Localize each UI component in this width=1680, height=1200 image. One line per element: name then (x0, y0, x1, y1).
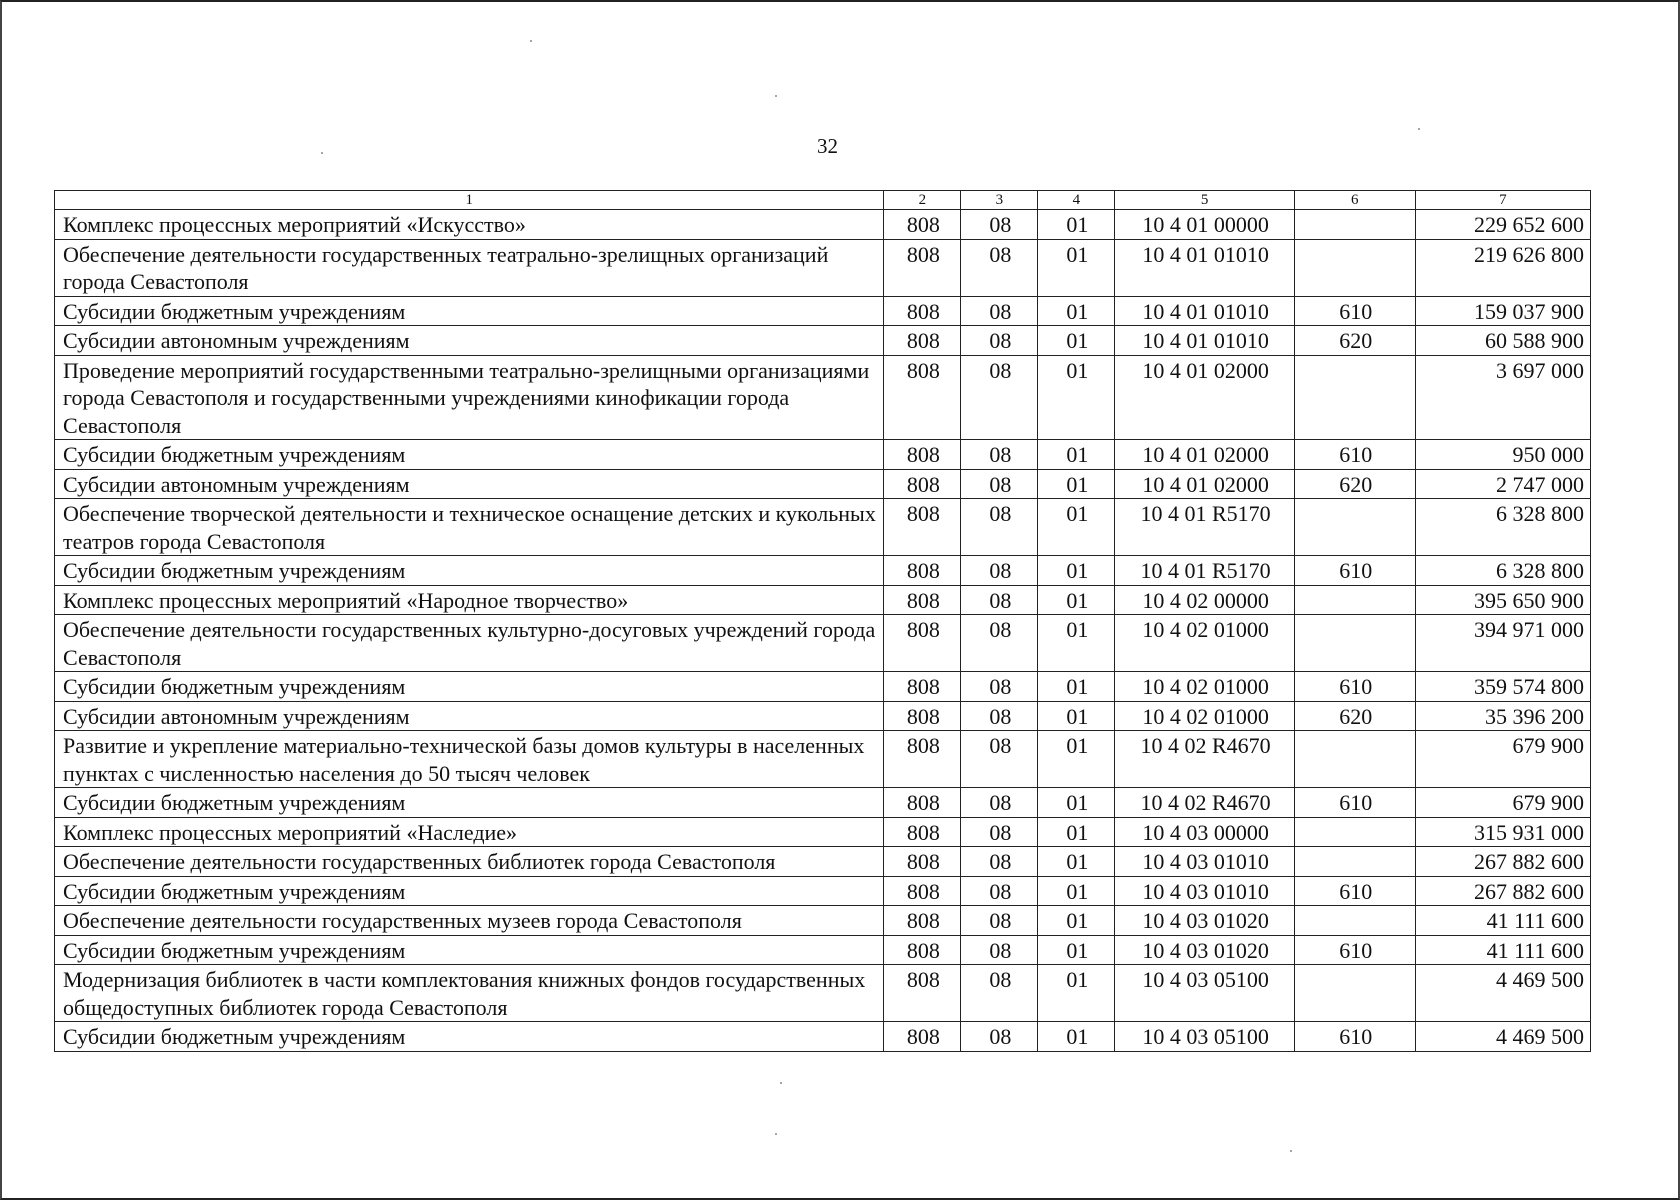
cell-col-3: 08 (961, 701, 1038, 731)
scan-speck (530, 40, 532, 42)
cell-col-3: 08 (961, 239, 1038, 296)
cell-col-2: 808 (884, 326, 961, 356)
cell-col-4: 01 (1038, 701, 1115, 731)
header-col-1: 1 (55, 191, 884, 210)
cell-name: Субсидии бюджетным учреждениям (55, 788, 884, 818)
cell-col-6 (1294, 847, 1415, 877)
cell-amount: 950 000 (1415, 440, 1590, 470)
cell-col-5: 10 4 02 01000 (1115, 701, 1295, 731)
cell-amount: 4 469 500 (1415, 1022, 1590, 1052)
scan-speck (1418, 128, 1420, 130)
cell-col-3: 08 (961, 355, 1038, 440)
cell-col-6 (1294, 817, 1415, 847)
table-row (55, 585, 1591, 615)
table-row (55, 1022, 1591, 1052)
cell-col-4: 01 (1038, 326, 1115, 356)
cell-col-5: 10 4 03 01010 (1115, 876, 1295, 906)
table-row (55, 355, 1591, 440)
cell-col-4: 01 (1038, 847, 1115, 877)
cell-col-3: 08 (961, 210, 1038, 240)
cell-col-6 (1294, 239, 1415, 296)
cell-col-2: 808 (884, 296, 961, 326)
cell-col-3: 08 (961, 296, 1038, 326)
cell-name: Развитие и укрепление материально-технической базы домов культуры в населенных пунктах с численностью населения до 50 тысяч человек (55, 731, 884, 788)
cell-col-3: 08 (961, 788, 1038, 818)
cell-col-2: 808 (884, 788, 961, 818)
cell-col-5: 10 4 01 00000 (1115, 210, 1295, 240)
cell-name: Субсидии автономным учреждениям (55, 326, 884, 356)
cell-amount: 267 882 600 (1415, 876, 1590, 906)
cell-col-4: 01 (1038, 556, 1115, 586)
cell-col-5: 10 4 03 01020 (1115, 906, 1295, 936)
table-row (55, 906, 1591, 936)
cell-col-3: 08 (961, 1022, 1038, 1052)
cell-col-2: 808 (884, 355, 961, 440)
cell-col-5: 10 4 01 01010 (1115, 296, 1295, 326)
cell-col-2: 808 (884, 210, 961, 240)
cell-name: Субсидии автономным учреждениям (55, 701, 884, 731)
cell-col-3: 08 (961, 469, 1038, 499)
table-row (55, 440, 1591, 470)
table-row (55, 499, 1591, 556)
cell-col-5: 10 4 02 R4670 (1115, 731, 1295, 788)
cell-name: Обеспечение творческой деятельности и техническое оснащение детских и кукольных театров города Севастополя (55, 499, 884, 556)
cell-amount: 35 396 200 (1415, 701, 1590, 731)
cell-col-6 (1294, 731, 1415, 788)
cell-amount: 6 328 800 (1415, 499, 1590, 556)
table-row (55, 672, 1591, 702)
cell-col-6 (1294, 355, 1415, 440)
cell-col-4: 01 (1038, 585, 1115, 615)
cell-col-6: 610 (1294, 440, 1415, 470)
cell-col-2: 808 (884, 876, 961, 906)
cell-col-5: 10 4 03 05100 (1115, 1022, 1295, 1052)
header-col-3: 3 (961, 191, 1038, 210)
table-row (55, 296, 1591, 326)
cell-amount: 159 037 900 (1415, 296, 1590, 326)
cell-col-2: 808 (884, 935, 961, 965)
table-header (55, 191, 1591, 210)
header-col-5: 5 (1115, 191, 1295, 210)
cell-col-6: 620 (1294, 326, 1415, 356)
cell-col-6: 610 (1294, 556, 1415, 586)
cell-col-4: 01 (1038, 469, 1115, 499)
table-row (55, 615, 1591, 672)
table-row (55, 847, 1591, 877)
table-row (55, 935, 1591, 965)
cell-name: Субсидии бюджетным учреждениям (55, 296, 884, 326)
cell-col-3: 08 (961, 817, 1038, 847)
cell-col-6 (1294, 210, 1415, 240)
cell-col-4: 01 (1038, 355, 1115, 440)
cell-amount: 2 747 000 (1415, 469, 1590, 499)
cell-col-5: 10 4 01 R5170 (1115, 556, 1295, 586)
cell-col-5: 10 4 01 01010 (1115, 326, 1295, 356)
cell-col-3: 08 (961, 906, 1038, 936)
cell-col-2: 808 (884, 469, 961, 499)
cell-col-2: 808 (884, 701, 961, 731)
cell-amount: 359 574 800 (1415, 672, 1590, 702)
cell-col-2: 808 (884, 239, 961, 296)
cell-col-5: 10 4 01 02000 (1115, 440, 1295, 470)
cell-amount: 3 697 000 (1415, 355, 1590, 440)
cell-col-2: 808 (884, 615, 961, 672)
cell-name: Комплекс процессных мероприятий «Народное творчество» (55, 585, 884, 615)
cell-name: Субсидии бюджетным учреждениям (55, 876, 884, 906)
scan-speck (775, 95, 777, 97)
cell-amount: 6 328 800 (1415, 556, 1590, 586)
cell-col-6: 620 (1294, 469, 1415, 499)
table-row (55, 210, 1591, 240)
cell-col-4: 01 (1038, 210, 1115, 240)
table-row (55, 469, 1591, 499)
cell-col-5: 10 4 01 R5170 (1115, 499, 1295, 556)
cell-col-5: 10 4 03 00000 (1115, 817, 1295, 847)
cell-col-5: 10 4 02 00000 (1115, 585, 1295, 615)
cell-col-5: 10 4 02 R4670 (1115, 788, 1295, 818)
cell-col-4: 01 (1038, 615, 1115, 672)
cell-amount: 395 650 900 (1415, 585, 1590, 615)
scan-speck (780, 1082, 782, 1084)
cell-col-3: 08 (961, 935, 1038, 965)
cell-col-3: 08 (961, 326, 1038, 356)
cell-col-6: 610 (1294, 672, 1415, 702)
cell-col-5: 10 4 01 02000 (1115, 355, 1295, 440)
header-col-6: 6 (1294, 191, 1415, 210)
cell-col-6 (1294, 965, 1415, 1022)
table-row (55, 817, 1591, 847)
table-row (55, 701, 1591, 731)
table-row (55, 731, 1591, 788)
cell-amount: 315 931 000 (1415, 817, 1590, 847)
cell-name: Модернизация библиотек в части комплектования книжных фондов государственных общедоступных библиотек города Севастополя (55, 965, 884, 1022)
cell-col-2: 808 (884, 585, 961, 615)
table-row (55, 788, 1591, 818)
cell-name: Обеспечение деятельности государственных музеев города Севастополя (55, 906, 884, 936)
table-row (55, 326, 1591, 356)
cell-col-4: 01 (1038, 817, 1115, 847)
cell-col-2: 808 (884, 556, 961, 586)
cell-col-4: 01 (1038, 1022, 1115, 1052)
cell-amount: 267 882 600 (1415, 847, 1590, 877)
cell-col-4: 01 (1038, 906, 1115, 936)
cell-col-3: 08 (961, 876, 1038, 906)
cell-col-5: 10 4 02 01000 (1115, 615, 1295, 672)
table-row (55, 556, 1591, 586)
cell-col-6 (1294, 615, 1415, 672)
cell-col-5: 10 4 01 02000 (1115, 469, 1295, 499)
cell-amount: 219 626 800 (1415, 239, 1590, 296)
cell-col-2: 808 (884, 847, 961, 877)
cell-col-4: 01 (1038, 731, 1115, 788)
cell-amount: 679 900 (1415, 788, 1590, 818)
cell-name: Субсидии бюджетным учреждениям (55, 556, 884, 586)
cell-col-4: 01 (1038, 876, 1115, 906)
cell-amount: 679 900 (1415, 731, 1590, 788)
cell-name: Субсидии автономным учреждениям (55, 469, 884, 499)
cell-col-5: 10 4 01 01010 (1115, 239, 1295, 296)
cell-amount: 394 971 000 (1415, 615, 1590, 672)
cell-col-3: 08 (961, 965, 1038, 1022)
cell-name: Обеспечение деятельности государственных библиотек города Севастополя (55, 847, 884, 877)
cell-col-5: 10 4 03 05100 (1115, 965, 1295, 1022)
cell-col-3: 08 (961, 556, 1038, 586)
cell-col-2: 808 (884, 817, 961, 847)
cell-col-6 (1294, 585, 1415, 615)
header-col-7: 7 (1415, 191, 1590, 210)
cell-col-3: 08 (961, 585, 1038, 615)
cell-col-3: 08 (961, 847, 1038, 877)
cell-name: Субсидии бюджетным учреждениям (55, 935, 884, 965)
scan-speck (1290, 1150, 1292, 1152)
cell-col-4: 01 (1038, 935, 1115, 965)
table-body (55, 210, 1591, 1052)
cell-col-6 (1294, 906, 1415, 936)
cell-col-5: 10 4 03 01020 (1115, 935, 1295, 965)
cell-col-6: 610 (1294, 788, 1415, 818)
cell-name: Комплекс процессных мероприятий «Искусство» (55, 210, 884, 240)
cell-col-4: 01 (1038, 965, 1115, 1022)
cell-amount: 4 469 500 (1415, 965, 1590, 1022)
cell-col-2: 808 (884, 499, 961, 556)
cell-col-6: 610 (1294, 296, 1415, 326)
cell-name: Проведение мероприятий государственными театрально-зрелищными организациями города Севастополя и государственными учреждениями кинофикации города Севастополя (55, 355, 884, 440)
cell-col-6: 620 (1294, 701, 1415, 731)
cell-col-5: 10 4 03 01010 (1115, 847, 1295, 877)
cell-name: Обеспечение деятельности государственных театрально-зрелищных организаций города Севастополя (55, 239, 884, 296)
header-col-2: 2 (884, 191, 961, 210)
scan-speck (775, 1133, 777, 1135)
cell-amount: 41 111 600 (1415, 906, 1590, 936)
cell-name: Субсидии бюджетным учреждениям (55, 1022, 884, 1052)
cell-name: Комплекс процессных мероприятий «Наследие» (55, 817, 884, 847)
cell-col-3: 08 (961, 672, 1038, 702)
cell-name: Субсидии бюджетным учреждениям (55, 440, 884, 470)
scan-speck (321, 152, 323, 154)
cell-col-6: 610 (1294, 1022, 1415, 1052)
cell-col-3: 08 (961, 615, 1038, 672)
cell-col-2: 808 (884, 906, 961, 936)
header-col-4: 4 (1038, 191, 1115, 210)
cell-col-2: 808 (884, 440, 961, 470)
cell-name: Субсидии бюджетным учреждениям (55, 672, 884, 702)
cell-col-6: 610 (1294, 876, 1415, 906)
cell-col-3: 08 (961, 499, 1038, 556)
cell-col-3: 08 (961, 731, 1038, 788)
cell-col-2: 808 (884, 731, 961, 788)
cell-col-4: 01 (1038, 296, 1115, 326)
table-row (55, 239, 1591, 296)
cell-amount: 41 111 600 (1415, 935, 1590, 965)
cell-name: Обеспечение деятельности государственных культурно-досуговых учреждений города Севастополя (55, 615, 884, 672)
cell-col-4: 01 (1038, 788, 1115, 818)
cell-col-4: 01 (1038, 672, 1115, 702)
header-row (55, 191, 1591, 210)
cell-col-4: 01 (1038, 499, 1115, 556)
table-row (55, 876, 1591, 906)
cell-col-4: 01 (1038, 440, 1115, 470)
cell-col-4: 01 (1038, 239, 1115, 296)
cell-amount: 229 652 600 (1415, 210, 1590, 240)
table-row (55, 965, 1591, 1022)
cell-col-2: 808 (884, 1022, 961, 1052)
cell-col-3: 08 (961, 440, 1038, 470)
cell-col-6: 610 (1294, 935, 1415, 965)
cell-col-5: 10 4 02 01000 (1115, 672, 1295, 702)
cell-col-6 (1294, 499, 1415, 556)
cell-amount: 60 588 900 (1415, 326, 1590, 356)
page-number: 32 (817, 134, 838, 158)
cell-col-2: 808 (884, 672, 961, 702)
budget-table (54, 190, 1591, 1052)
cell-col-2: 808 (884, 965, 961, 1022)
